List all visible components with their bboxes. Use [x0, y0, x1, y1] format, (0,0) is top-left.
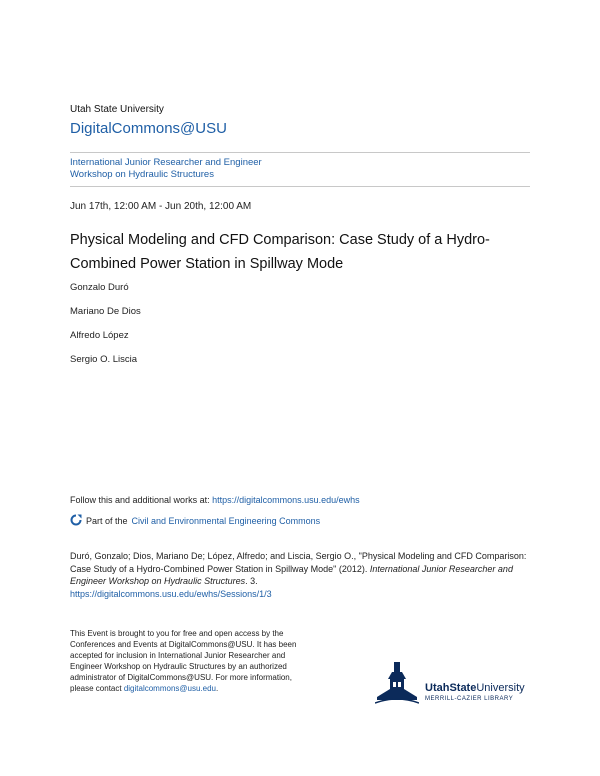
discipline-link[interactable]: Civil and Environmental Engineering Commons — [131, 516, 321, 526]
digitalcommons-brand-link[interactable]: DigitalCommons@USU — [70, 120, 227, 137]
series-line-2: Workshop on Hydraulic Structures — [70, 169, 214, 180]
author-name: Sergio O. Liscia — [70, 354, 138, 365]
commons-icon — [70, 514, 82, 528]
part-of-prefix: Part of the — [86, 516, 128, 526]
notice-end: . — [216, 684, 219, 693]
series-line-1: International Junior Researcher and Engineer — [70, 157, 262, 168]
recommended-citation — [70, 550, 540, 600]
old-main-tower-icon — [375, 659, 419, 710]
collection-url-link[interactable]: https://digitalcommons.usu.edu/ewhs — [212, 495, 360, 505]
series-link[interactable] — [70, 157, 262, 181]
event-title: Physical Modeling and CFD Comparison: Case Study of a Hydro-Combined Power Station in Spillway Mode — [70, 232, 490, 272]
citation-venue: International Junior Researcher and Engineer Workshop on Hydraulic Structures — [70, 563, 513, 586]
logo-text — [425, 682, 525, 702]
author-name: Mariano De Dios — [70, 306, 141, 317]
contact-email-link[interactable]: digitalcommons@usu.edu — [123, 684, 216, 693]
follow-prefix: Follow this and additional works at: — [70, 495, 210, 505]
logo-subtitle: MERRILL-CAZIER LIBRARY — [425, 696, 514, 702]
event-date: Jun 17th, 12:00 AM - Jun 20th, 12:00 AM — [70, 201, 252, 212]
part-of-line — [70, 514, 320, 528]
citation-text: Duró, Gonzalo; Dios, Mariano De; López, Alfredo; and Liscia, Sergio O., "Physical Modeling and CFD Comparison: Case Study of a Hydro-Combined Power Station in Spillway Mode" (2012). — [70, 551, 527, 574]
institution-name: Utah State University — [70, 104, 164, 115]
follow-line — [70, 495, 360, 505]
notice-text: This Event is brought to you for free and open access by the Conferences and Events at DigitalCommons@USU. It has been accepted for inclusion in International Junior Researcher and Engineer Workshop on Hydraulic Structures by an authorized administrator of DigitalCommons@USU. For more information, please contact — [70, 629, 297, 693]
author-name: Alfredo López — [70, 330, 129, 341]
usu-library-logo — [375, 660, 535, 710]
divider-top — [70, 152, 530, 153]
citation-volume: . 3. — [245, 576, 258, 586]
logo-wordmark: UtahStateUniversity — [425, 682, 525, 694]
author-name: Gonzalo Duró — [70, 282, 129, 293]
citation-url-link[interactable]: https://digitalcommons.usu.edu/ewhs/Sessions/1/3 — [70, 588, 272, 599]
access-notice — [70, 628, 310, 694]
divider-bottom — [70, 186, 530, 187]
